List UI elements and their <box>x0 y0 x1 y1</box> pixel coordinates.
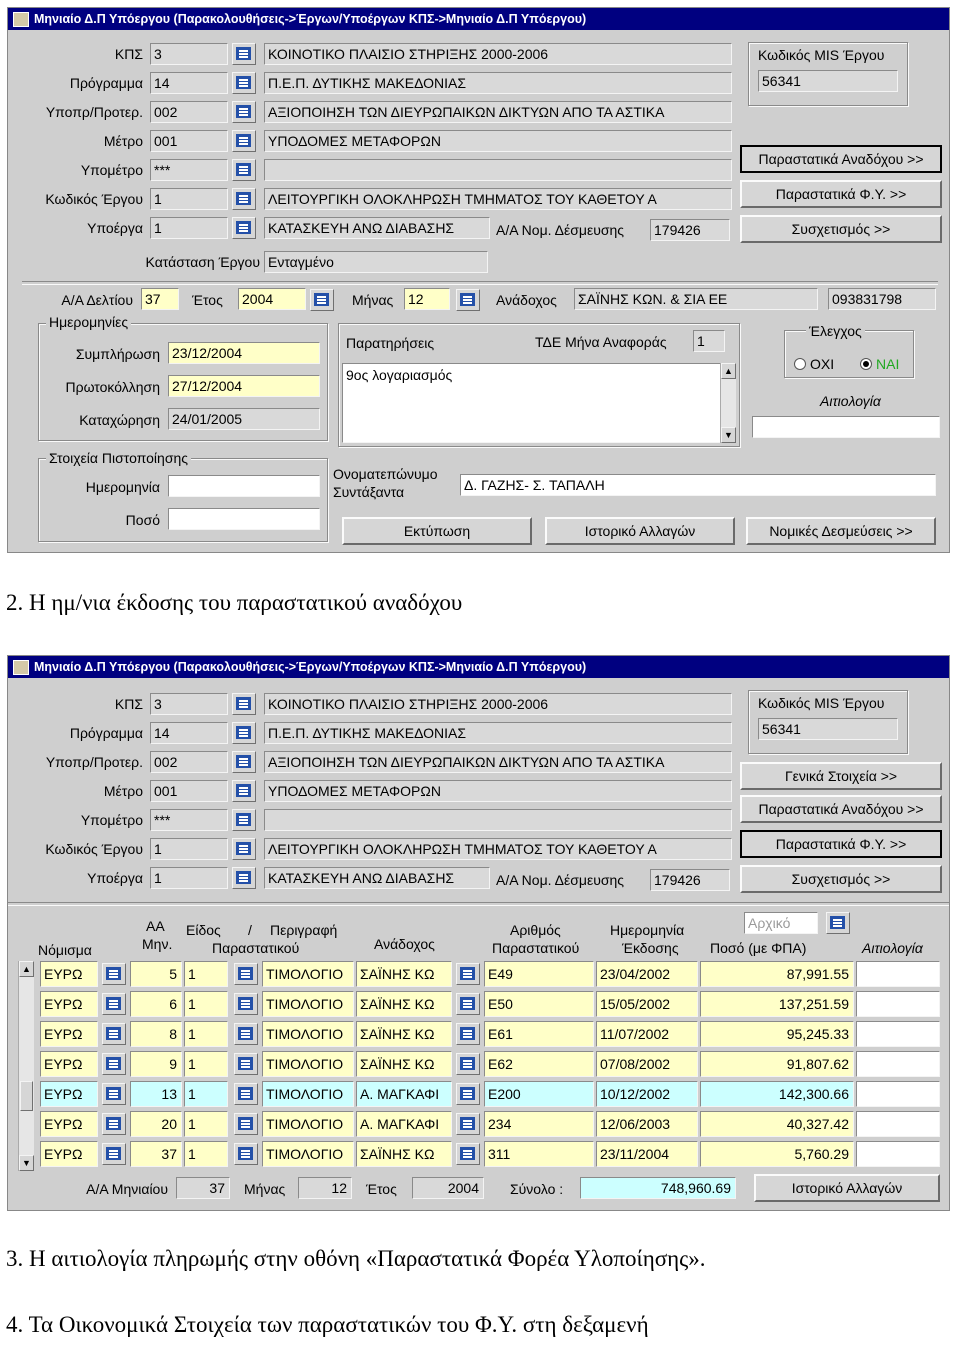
aitiologia-field[interactable] <box>752 416 940 438</box>
katastasi-field[interactable]: Ενταγμένο <box>264 251 488 273</box>
type-list-icon[interactable] <box>234 1053 258 1075</box>
minas-list-icon[interactable] <box>456 289 480 311</box>
aitiologia-cell[interactable] <box>856 1081 940 1107</box>
screen1-window <box>7 7 950 553</box>
aa-deltiou-label: Α/Α Δελτίου <box>61 292 133 308</box>
header-row-desc[interactable]: ΛΕΙΤΟΥΡΓΙΚΗ ΟΛΟΚΛΗΡΩΣΗ ΤΜΗΜΑΤΟΣ ΤΟΥ ΚΑΘΕΤΟΥ Α <box>264 188 732 210</box>
type-list-icon[interactable] <box>234 993 258 1015</box>
aitiologia-cell[interactable] <box>856 991 940 1017</box>
header-row-desc[interactable]: ΑΞΙΟΠΟΙΗΣΗ ΤΩΝ ΔΙΕΥΡΩΠΑΙΚΩΝ ΔΙΚΤΥΩΝ ΑΠΟ ΤΑ ΑΣΤΙΚΑ <box>264 751 732 773</box>
contractor-list-icon[interactable] <box>456 1113 480 1135</box>
header-row-code[interactable]: 002 <box>150 751 228 773</box>
screen1-title: Μηνιαίο Δ.Π Υπόεργου (Παρακολουθήσεις->Έργων/Υποέργων ΚΠΣ->Μηνιαίο Δ.Π Υπόεργου) <box>34 12 587 26</box>
header-row-code[interactable]: 1 <box>150 217 228 239</box>
header-row-label: Πρόγραμμα <box>69 75 143 91</box>
screen2-titlebar <box>8 656 949 678</box>
genika-stoixeia-button[interactable]: Γενικά Στοιχεία >> <box>740 762 942 790</box>
currency-list-icon[interactable] <box>102 1053 126 1075</box>
scroll-up-icon[interactable]: ▲ <box>721 363 736 379</box>
window-icon <box>13 660 29 675</box>
ana-nom-desmeusis-field[interactable]: 179426 <box>650 869 730 891</box>
aitiologia-cell[interactable] <box>856 1111 940 1137</box>
poso-label: Ποσό <box>125 512 160 528</box>
anadoxos-label: Ανάδοχος <box>496 292 557 308</box>
parastatika-anadoxou-button[interactable]: Παραστατικά Αναδόχου >> <box>740 795 942 823</box>
number-cell[interactable]: Ε50 <box>484 991 594 1017</box>
aa-cell[interactable]: 8 <box>130 1021 182 1047</box>
contractor-cell[interactable]: Α. ΜΑΓΚΑΦΙ <box>356 1111 452 1137</box>
paratiriseis-textarea[interactable]: 9ος λογαριασμός <box>342 363 722 443</box>
ana-nom-desmeusis-label: Α/Α Νομ. Δέσμευσης <box>496 222 625 238</box>
header-row-desc[interactable] <box>264 809 732 831</box>
etos-field[interactable]: 2004 <box>412 1177 484 1199</box>
currency-cell[interactable]: ΕΥΡΩ <box>40 991 98 1017</box>
header-row-code[interactable]: 3 <box>150 43 228 65</box>
etos-field[interactable]: 2004 <box>238 288 306 310</box>
ana-nom-desmeusis-field[interactable]: 179426 <box>650 219 730 241</box>
contractor-cell[interactable]: Α. ΜΑΓΚΑΦΙ <box>356 1081 452 1107</box>
header-aa: ΑΑ <box>146 918 165 934</box>
type-cell[interactable]: 1 <box>184 1051 228 1077</box>
sysxetismos-button[interactable]: Συσχετισμός >> <box>740 865 942 893</box>
afm-field[interactable]: 093831798 <box>828 288 936 310</box>
aitiologia-cell[interactable] <box>856 1021 940 1047</box>
amount-cell[interactable]: 95,245.33 <box>700 1021 854 1047</box>
list-of-values-icon[interactable] <box>232 867 256 889</box>
header-aitiologia: Αιτιολογία <box>862 940 923 956</box>
separator <box>22 281 938 285</box>
number-cell[interactable]: Ε49 <box>484 961 594 987</box>
header-row-desc[interactable]: Π.Ε.Π. ΔΥΤΙΚΗΣ ΜΑΚΕΔΟΝΙΑΣ <box>264 722 732 744</box>
tde-label: ΤΔΕ Μήνα Αναφοράς <box>535 334 667 350</box>
header-row-label: ΚΠΣ <box>114 696 143 712</box>
header-imerominia-2: Έκδοσης <box>622 940 679 956</box>
separator <box>8 902 949 906</box>
screen1-titlebar <box>8 8 949 30</box>
caption-4: 4. Τα Οικονομικά Στοιχεία των παραστατικών του Φ.Υ. στη δεξαμενή <box>6 1312 649 1337</box>
list-of-values-icon[interactable] <box>232 809 256 831</box>
table-row[interactable] <box>8 961 949 987</box>
type-cell[interactable]: 1 <box>184 1111 228 1137</box>
nai-radio[interactable] <box>860 358 872 370</box>
header-row-label: Υποπρ/Προτερ. <box>45 104 143 120</box>
currency-list-icon[interactable] <box>102 1113 126 1135</box>
contractor-cell[interactable]: ΣΑΪΝΗΣ ΚΩ <box>356 1021 452 1047</box>
paratiriseis-scrollbar[interactable] <box>720 363 736 443</box>
mis-field[interactable]: 56341 <box>758 718 898 740</box>
type-list-icon[interactable] <box>234 1143 258 1165</box>
currency-list-icon[interactable] <box>102 963 126 985</box>
header-row-label: Υποέργα <box>87 870 143 886</box>
aitiologia-cell[interactable] <box>856 961 940 987</box>
contractor-list-icon[interactable] <box>456 993 480 1015</box>
screen2-window <box>7 655 950 1211</box>
oxi-radio[interactable] <box>794 358 806 370</box>
amount-cell[interactable]: 137,251.59 <box>700 991 854 1017</box>
type-cell[interactable]: 1 <box>184 991 228 1017</box>
table-row[interactable] <box>8 1141 949 1167</box>
header-row-label: Κωδικός Έργου <box>45 191 143 207</box>
minas-field[interactable]: 12 <box>298 1177 352 1199</box>
parastatika-fy-button[interactable]: Παραστατικά Φ.Υ. >> <box>740 830 942 858</box>
amount-cell[interactable]: 142,300.66 <box>700 1081 854 1107</box>
header-imerominia: Ημερομηνία <box>610 922 685 938</box>
header-row-code[interactable]: 001 <box>150 780 228 802</box>
mis-label: Κωδικός MIS Έργου <box>758 47 885 63</box>
header-row-code[interactable]: 3 <box>150 693 228 715</box>
table-row[interactable] <box>8 1021 949 1047</box>
aitiologia-cell[interactable] <box>856 1141 940 1167</box>
list-of-values-icon[interactable] <box>232 693 256 715</box>
header-row-code[interactable]: 1 <box>150 838 228 860</box>
aa-cell[interactable]: 5 <box>130 961 182 987</box>
window-icon <box>13 12 29 27</box>
header-eidos-2: Παραστατικού <box>212 940 300 956</box>
currency-cell[interactable]: ΕΥΡΩ <box>40 961 98 987</box>
header-row-desc[interactable]: ΚΑΤΑΣΚΕΥΗ ΑΝΩ ΔΙΑΒΑΣΗΣ <box>264 217 490 239</box>
paratiriseis-label: Παρατηρήσεις <box>346 335 435 351</box>
table-row[interactable] <box>8 1081 949 1107</box>
description-cell[interactable]: ΤΙΜΟΛΟΓΙΟ <box>262 1081 354 1107</box>
list-of-values-icon[interactable] <box>232 130 256 152</box>
currency-cell[interactable]: ΕΥΡΩ <box>40 1051 98 1077</box>
currency-list-icon[interactable] <box>102 993 126 1015</box>
dates-legend: Ημερομηνίες <box>46 314 131 330</box>
number-cell[interactable]: 234 <box>484 1111 594 1137</box>
mis-field[interactable]: 56341 <box>758 70 898 92</box>
currency-cell[interactable]: ΕΥΡΩ <box>40 1111 98 1137</box>
amount-cell[interactable]: 5,760.29 <box>700 1141 854 1167</box>
description-cell[interactable]: ΤΙΜΟΛΟΓΙΟ <box>262 991 354 1017</box>
header-row-desc[interactable]: ΚΑΤΑΣΚΕΥΗ ΑΝΩ ΔΙΑΒΑΣΗΣ <box>264 867 490 889</box>
header-arithmos-2: Παραστατικού <box>492 940 580 956</box>
list-of-values-icon[interactable] <box>232 43 256 65</box>
nomikes-desmeuseis-button[interactable]: Νομικές Δεσμεύσεις >> <box>746 517 936 545</box>
date-cell[interactable]: 10/12/2002 <box>596 1081 698 1107</box>
contractor-list-icon[interactable] <box>456 1023 480 1045</box>
imerominia-label: Ημερομηνία <box>85 479 160 495</box>
symplirosi-field[interactable]: 23/12/2004 <box>168 342 320 364</box>
caption-2: 2. Η ημ/νια έκδοσης του παραστατικού αναδόχου <box>6 590 463 615</box>
kataxorisi-field[interactable]: 24/01/2005 <box>168 408 320 430</box>
header-row-desc[interactable]: ΥΠΟΔΟΜΕΣ ΜΕΤΑΦΟΡΩΝ <box>264 780 732 802</box>
sysxetismos-button[interactable]: Συσχετισμός >> <box>740 215 942 243</box>
header-row-label: Υπομέτρο <box>80 812 143 828</box>
header-row-code[interactable]: *** <box>150 159 228 181</box>
amount-cell[interactable]: 87,991.55 <box>700 961 854 987</box>
type-cell[interactable]: 1 <box>184 1021 228 1047</box>
header-row-desc[interactable]: ΛΕΙΤΟΥΡΓΙΚΗ ΟΛΟΚΛΗΡΩΣΗ ΤΜΗΜΑΤΟΣ ΤΟΥ ΚΑΘΕΤΟΥ Α <box>264 838 732 860</box>
header-row-label: Κωδικός Έργου <box>45 841 143 857</box>
header-row-code[interactable]: 1 <box>150 867 228 889</box>
number-cell[interactable]: Ε200 <box>484 1081 594 1107</box>
etos-list-icon[interactable] <box>310 289 334 311</box>
contractor-list-icon[interactable] <box>456 1143 480 1165</box>
aa-deltiou-field[interactable]: 37 <box>141 288 179 310</box>
header-row-code[interactable]: 001 <box>150 130 228 152</box>
amount-cell[interactable]: 40,327.42 <box>700 1111 854 1137</box>
aa-cell[interactable]: 37 <box>130 1141 182 1167</box>
scroll-down-icon[interactable]: ▼ <box>19 1155 34 1171</box>
nai-label: ΝΑΙ <box>876 356 900 372</box>
ana-nom-desmeusis-label: Α/Α Νομ. Δέσμευσης <box>496 872 625 888</box>
scroll-up-icon[interactable]: ▲ <box>19 961 34 977</box>
header-perigrafi: Περιγραφή <box>270 922 338 938</box>
header-eidos: Είδος <box>186 922 221 938</box>
contractor-cell[interactable]: ΣΑΪΝΗΣ ΚΩ <box>356 1141 452 1167</box>
header-row-code[interactable]: 1 <box>150 188 228 210</box>
header-row-desc[interactable]: ΥΠΟΔΟΜΕΣ ΜΕΤΑΦΟΡΩΝ <box>264 130 732 152</box>
aa-minaiou-field[interactable]: 37 <box>176 1177 230 1199</box>
protokollisi-field[interactable]: 27/12/2004 <box>168 375 320 397</box>
header-row-code[interactable]: 14 <box>150 722 228 744</box>
scroll-down-icon[interactable]: ▼ <box>721 427 736 443</box>
table-row[interactable] <box>8 991 949 1017</box>
contractor-cell[interactable]: ΣΑΪΝΗΣ ΚΩ <box>356 991 452 1017</box>
type-list-icon[interactable] <box>234 1023 258 1045</box>
contractor-cell[interactable]: ΣΑΪΝΗΣ ΚΩ <box>356 1051 452 1077</box>
type-cell[interactable]: 1 <box>184 1081 228 1107</box>
screen2-title: Μηνιαίο Δ.Π Υπόεργου (Παρακολουθήσεις->Έργων/Υποέργων ΚΠΣ->Μηνιαίο Δ.Π Υπόεργου) <box>34 660 587 674</box>
description-cell[interactable]: ΤΙΜΟΛΟΓΙΟ <box>262 961 354 987</box>
list-of-values-icon[interactable] <box>232 217 256 239</box>
oxi-label: ΟΧΙ <box>810 356 835 372</box>
header-row-code[interactable]: *** <box>150 809 228 831</box>
currency-list-icon[interactable] <box>102 1083 126 1105</box>
contractor-list-icon[interactable] <box>456 1083 480 1105</box>
aa-cell[interactable]: 13 <box>130 1081 182 1107</box>
date-cell[interactable]: 23/11/2004 <box>596 1141 698 1167</box>
arxiko-input[interactable]: Αρχικό <box>744 912 818 934</box>
header-anadoxos: Ανάδοχος <box>374 936 435 952</box>
header-row-desc[interactable]: ΑΞΙΟΠΟΙΗΣΗ ΤΩΝ ΔΙΕΥΡΩΠΑΙΚΩΝ ΔΙΚΤΥΩΝ ΑΠΟ ΤΑ ΑΣΤΙΚΑ <box>264 101 732 123</box>
elegxos-legend: Έλεγχος <box>806 323 865 339</box>
etos-label: Έτος <box>192 292 223 308</box>
header-row-label: Πρόγραμμα <box>69 725 143 741</box>
caption-3: 3. Η αιτιολογία πληρωμής στην οθόνη «Παραστατικά Φορέα Υλοποίησης». <box>6 1246 706 1271</box>
header-poso: Ποσό (με ΦΠΑ) <box>710 940 807 956</box>
contractor-list-icon[interactable] <box>456 1053 480 1075</box>
type-list-icon[interactable] <box>234 1083 258 1105</box>
list-of-values-icon[interactable] <box>232 101 256 123</box>
header-row-desc[interactable] <box>264 159 732 181</box>
symplirosi-label: Συμπλήρωση <box>75 346 160 362</box>
arxiko-list-icon[interactable] <box>826 912 850 934</box>
mis-label: Κωδικός MIS Έργου <box>758 695 885 711</box>
number-cell[interactable]: Ε61 <box>484 1021 594 1047</box>
tde-field[interactable]: 1 <box>693 330 725 352</box>
header-row-code[interactable]: 14 <box>150 72 228 94</box>
date-cell[interactable]: 07/08/2002 <box>596 1051 698 1077</box>
header-row-label: Μέτρο <box>103 783 143 799</box>
currency-list-icon[interactable] <box>102 1023 126 1045</box>
imerominia-field[interactable] <box>168 475 320 497</box>
ektyposi-button[interactable]: Εκτύπωση <box>342 517 532 545</box>
description-cell[interactable]: ΤΙΜΟΛΟΓΙΟ <box>262 1021 354 1047</box>
syntaxanta-label: Συντάξαντα <box>333 484 405 500</box>
header-row-label: Υπομέτρο <box>80 162 143 178</box>
date-cell[interactable]: 23/04/2002 <box>596 961 698 987</box>
minas-label: Μήνας <box>244 1181 286 1197</box>
aa-cell[interactable]: 6 <box>130 991 182 1017</box>
synolo-label: Σύνολο : <box>510 1181 564 1197</box>
minas-label: Μήνας <box>352 292 394 308</box>
date-cell[interactable]: 15/05/2002 <box>596 991 698 1017</box>
onomateponymo-field[interactable]: Δ. ΓΑΖΗΣ- Σ. ΤΑΠΑΛΗ <box>460 474 936 496</box>
list-of-values-icon[interactable] <box>232 722 256 744</box>
number-cell[interactable]: 311 <box>484 1141 594 1167</box>
list-of-values-icon[interactable] <box>232 751 256 773</box>
aa-minaiou-label: Α/Α Μηνιαίου <box>86 1181 168 1197</box>
katastasi-label: Κατάσταση Έργου <box>145 254 260 270</box>
header-aa-2: Μην. <box>142 936 173 952</box>
table-row[interactable] <box>8 1051 949 1077</box>
pistopoiisi-legend: Στοιχεία Πιστοποίησης <box>46 450 191 466</box>
header-row-desc[interactable]: ΚΟΙΝΟΤΙΚΟ ΠΛΑΙΣΙΟ ΣΤΗΡΙΞΗΣ 2000-2006 <box>264 693 732 715</box>
contractor-list-icon[interactable] <box>456 963 480 985</box>
table-row[interactable] <box>8 1111 949 1137</box>
description-cell[interactable]: ΤΙΜΟΛΟΓΙΟ <box>262 1051 354 1077</box>
number-cell[interactable]: Ε62 <box>484 1051 594 1077</box>
istoriko-allagon-button[interactable]: Ιστορικό Αλλαγών <box>754 1174 940 1202</box>
protokollisi-label: Πρωτοκόλληση <box>65 379 160 395</box>
parastatika-anadoxou-button[interactable]: Παραστατικά Αναδόχου >> <box>740 145 942 173</box>
header-row-label: Μέτρο <box>103 133 143 149</box>
description-cell[interactable]: ΤΙΜΟΛΟΓΙΟ <box>262 1111 354 1137</box>
currency-cell[interactable]: ΕΥΡΩ <box>40 1081 98 1107</box>
amount-cell[interactable]: 91,807.62 <box>700 1051 854 1077</box>
anadoxos-field[interactable]: ΣΑΪΝΗΣ ΚΩΝ. & ΣΙΑ ΕΕ <box>574 288 818 310</box>
description-cell[interactable]: ΤΙΜΟΛΟΓΙΟ <box>262 1141 354 1167</box>
header-row-label: Υποπρ/Προτερ. <box>45 754 143 770</box>
header-row-code[interactable]: 002 <box>150 101 228 123</box>
list-of-values-icon[interactable] <box>232 188 256 210</box>
etos-label: Έτος <box>366 1181 397 1197</box>
aitiologia-label: Αιτιολογία <box>820 393 881 409</box>
currency-list-icon[interactable] <box>102 1143 126 1165</box>
contractor-cell[interactable]: ΣΑΪΝΗΣ ΚΩ <box>356 961 452 987</box>
type-list-icon[interactable] <box>234 963 258 985</box>
aa-cell[interactable]: 9 <box>130 1051 182 1077</box>
date-cell[interactable]: 11/07/2002 <box>596 1021 698 1047</box>
onomateponymo-label: Ονοματεπώνυμο <box>333 466 438 482</box>
type-cell[interactable]: 1 <box>184 961 228 987</box>
list-of-values-icon[interactable] <box>232 780 256 802</box>
header-slash: / <box>248 922 252 938</box>
list-of-values-icon[interactable] <box>232 159 256 181</box>
aitiologia-cell[interactable] <box>856 1051 940 1077</box>
istoriko-allagon-button[interactable]: Ιστορικό Αλλαγών <box>545 517 735 545</box>
synolo-field[interactable]: 748,960.69 <box>580 1177 736 1199</box>
currency-cell[interactable]: ΕΥΡΩ <box>40 1141 98 1167</box>
list-of-values-icon[interactable] <box>232 72 256 94</box>
aa-cell[interactable]: 20 <box>130 1111 182 1137</box>
minas-field[interactable]: 12 <box>404 288 450 310</box>
header-row-desc[interactable]: Π.Ε.Π. ΔΥΤΙΚΗΣ ΜΑΚΕΔΟΝΙΑΣ <box>264 72 732 94</box>
type-list-icon[interactable] <box>234 1113 258 1135</box>
header-row-label: ΚΠΣ <box>114 46 143 62</box>
header-arithmos: Αριθμός <box>510 922 561 938</box>
header-row-desc[interactable]: ΚΟΙΝΟΤΙΚΟ ΠΛΑΙΣΙΟ ΣΤΗΡΙΞΗΣ 2000-2006 <box>264 43 732 65</box>
parastatika-fy-button[interactable]: Παραστατικά Φ.Υ. >> <box>740 180 942 208</box>
currency-cell[interactable]: ΕΥΡΩ <box>40 1021 98 1047</box>
header-row-label: Υποέργα <box>87 220 143 236</box>
list-of-values-icon[interactable] <box>232 838 256 860</box>
header-nomisma: Νόμισμα <box>38 942 92 958</box>
poso-field[interactable] <box>168 508 320 530</box>
date-cell[interactable]: 12/06/2003 <box>596 1111 698 1137</box>
type-cell[interactable]: 1 <box>184 1141 228 1167</box>
kataxorisi-label: Καταχώρηση <box>79 412 160 428</box>
